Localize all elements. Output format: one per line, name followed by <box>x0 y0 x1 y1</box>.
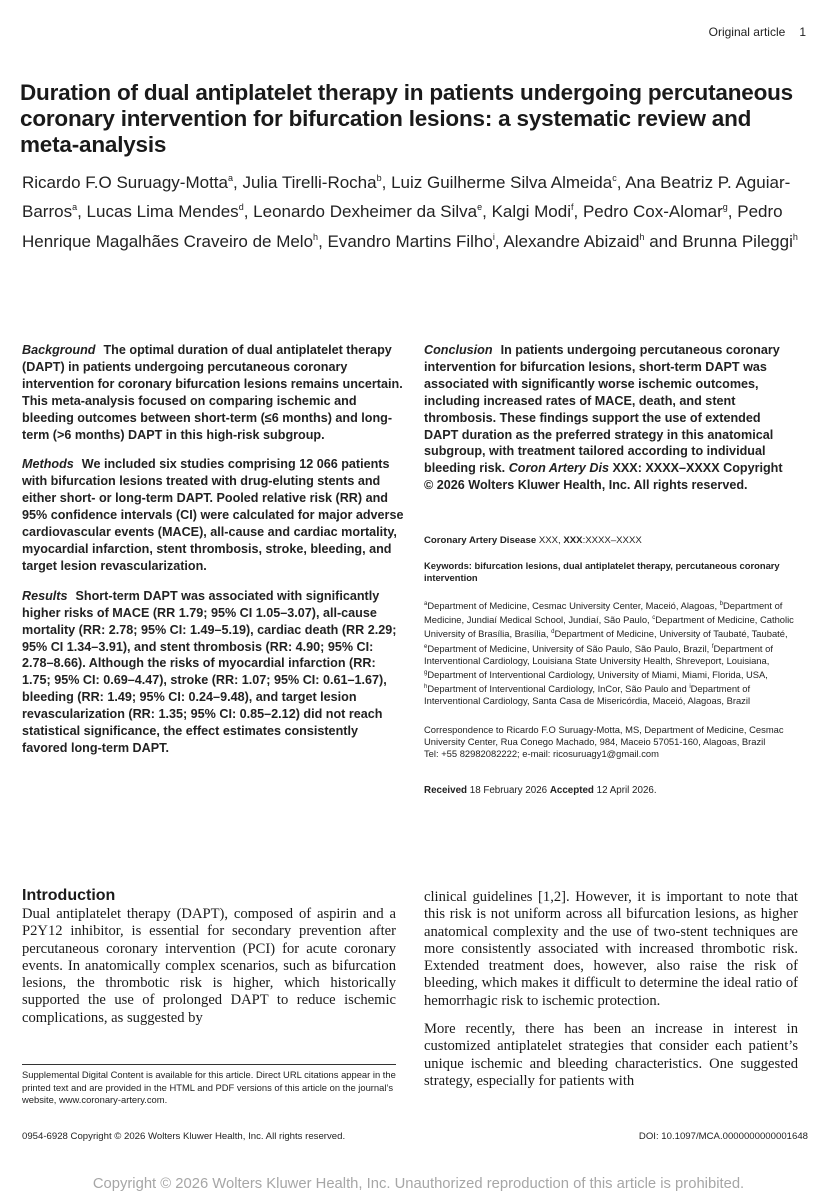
introduction-paragraph: Dual antiplatelet therapy (DAPT), composed of aspirin and a P2Y12 inhibitor, is essential for secondary prevention after percutaneous coronary intervention (PCI) for acute coronary events. In anatomically complex scenarios, such as bifurcation lesions, the thrombotic risk is higher, which historically supported the use of prolonged DAPT to reduce ischemic complications, as suggested by <box>22 906 396 1026</box>
affiliation-text: Department of Medicine, Jundiaí Medical School, Jundiaí, São Paulo, <box>424 600 783 626</box>
author <box>87 202 254 221</box>
affiliation-mark: b <box>719 601 723 607</box>
author-separator: , <box>482 202 492 222</box>
conclusion-heading: Conclusion <box>424 343 493 357</box>
author-affiliation-mark: h <box>313 231 319 242</box>
author-affiliation-mark: b <box>376 173 382 183</box>
affiliation-mark: f <box>711 643 714 650</box>
introduction-paragraph: clinical guidelines [1,2]. However, it is important to note that this risk is not uniform across all bifurcation lesions, as higher anatomical complexity and the use of two-stent techniques are more consistently associated with increased thrombotic risk. Extended treatment does, however, also raise the risk of bleeding, which makes it difficult to determine the ideal ratio of hemorrhagic risk to ischemic protection. <box>424 889 798 1009</box>
affiliation-mark: a <box>424 601 428 607</box>
journal-pages: :XXXX–XXXX <box>582 535 642 546</box>
author <box>492 202 583 221</box>
author <box>22 173 242 192</box>
received-accepted <box>424 785 794 797</box>
introduction-heading: Introduction <box>22 887 116 904</box>
author-separator: and <box>644 231 683 251</box>
author-affiliation-mark: f <box>570 202 574 213</box>
introduction-right-column <box>424 889 798 1101</box>
author-name: Kalgi Modi <box>491 202 571 222</box>
author-affiliation-mark: d <box>238 202 244 213</box>
affiliation-text: Department of Interventional Cardiology, University of Miami, Miami, Florida, USA, <box>427 669 768 681</box>
author-name: Ricardo F.O Suruagy-Motta <box>22 173 228 192</box>
author-separator: , <box>232 173 243 192</box>
abstract-background <box>22 342 405 443</box>
affiliation-mark: d <box>551 629 555 636</box>
author-separator: , <box>381 173 392 192</box>
abstract-left-column <box>22 342 405 770</box>
author-name: Lucas Lima Mendes <box>86 202 239 222</box>
author <box>583 202 737 221</box>
author-separator: , <box>243 202 254 222</box>
author-list <box>22 166 822 254</box>
journal-issue: XXX, <box>536 535 564 546</box>
author-name: Ana Beatriz P. Aguiar-Barros <box>22 173 791 222</box>
copyright-watermark: Copyright © 2026 Wolters Kluwer Health, Inc. Unauthorized reproduction of this article is prohibited. <box>92 1176 745 1192</box>
citation-rest: XXX: XXXX–XXXX Copyright © 2026 Wolters Kluwer Health, Inc. All rights reserved. <box>424 461 783 493</box>
abstract-results <box>22 588 405 757</box>
footnote-divider <box>22 1064 396 1065</box>
methods-heading: Methods <box>22 457 74 472</box>
author-separator: , <box>77 202 87 222</box>
affiliation-text: Department of Interventional Cardiology, InCor, São Paulo and <box>427 683 690 695</box>
journal-name: Coronary Artery Disease <box>424 535 537 546</box>
footer-doi: DOI: 10.1097/MCA.0000000000001648 <box>638 1131 808 1142</box>
section-label: Original article <box>708 25 786 39</box>
author-affiliation-mark: h <box>639 231 645 242</box>
keywords <box>424 560 794 584</box>
author-name: Evandro Martins Filho <box>327 231 493 251</box>
supplemental-note: Supplemental Digital Content is available for this article. Direct URL citations appear in the printed text and are provided in the HTML and PDF versions of this article on the journal’s website, www.coronary-artery.com. <box>22 1069 396 1106</box>
author-separator: , <box>616 173 626 192</box>
author-name: Pedro Henrique Magalhães Craveiro de Melo <box>22 202 783 251</box>
citation-journal: Coron Artery Dis <box>508 461 609 476</box>
affiliations <box>424 598 796 708</box>
received-label: Received <box>424 785 468 796</box>
accepted-label: Accepted <box>549 785 594 796</box>
author <box>242 173 391 192</box>
affiliation-text: Department of Medicine, Cesmac University Center, Maceió, Alagoas, <box>427 600 720 611</box>
page-number: 1 <box>799 25 806 39</box>
author-affiliation-mark: g <box>722 202 728 213</box>
affiliation-text: Department of Interventional Cardiology, Santa Casa de Misericórdia, Maceió, Alagoas, Brazil <box>424 683 751 707</box>
received-date: 18 February 2026 <box>467 785 550 796</box>
author-affiliation-mark: e <box>477 202 483 213</box>
affiliation-text: Department of Medicine, University of São Paulo, São Paulo, Brazil, <box>427 642 712 654</box>
author <box>503 232 682 251</box>
running-head <box>709 25 806 39</box>
journal-line <box>424 535 642 547</box>
author-name: Leonardo Dexheimer da Silva <box>253 202 478 222</box>
introduction-left-column <box>22 906 396 1038</box>
results-text: Short-term DAPT was associated with significantly higher risks of MACE (RR 1.79; 95% CI 1.05–3.07), all-cause mortality (RR: 2.78; 95% CI: 1.49–5.19), cardiac death (RR 2.29; 95% CI 1.34–3.91), and stent thrombosis (RR: 4.90; 95% CI: 2.78–8.66). Although the risks of myocardial infarction (RR: 1.75; 95% CI: 0.69–4.47), stroke (RR: 1.07; 95% CI: 0.61–1.67), bleeding (RR: 1.49; 95% CI: 0.24–9.48), and target lesion revascularization (RR: 1.35; 95% CI: 0.85–2.12) did not reach statistical significance, the effect estimates consistently favored long-term DAPT. <box>22 588 397 755</box>
author-affiliation-mark: a <box>72 202 78 213</box>
keywords-label: Keywords: <box>424 560 472 571</box>
author <box>682 232 798 251</box>
author-separator: , <box>494 231 504 251</box>
author-name: Brunna Pileggi <box>682 231 793 251</box>
abstract-right-column <box>424 342 792 507</box>
affiliation-mark: e <box>424 643 428 650</box>
author <box>328 232 504 251</box>
author <box>391 173 625 192</box>
author-name: Luiz Guilherme Silva Almeida <box>391 173 613 192</box>
footer-copyright: 0954-6928 Copyright © 2026 Wolters Kluwer Health, Inc. All rights reserved. <box>22 1131 346 1142</box>
correspondence-contact: Tel: +55 82982082222; e-mail: ricosuruagy1@gmail.com <box>424 748 659 760</box>
methods-text: We included six studies comprising 12 066 patients with bifurcation lesions treated with drug-eluting stents and either short- or long-term DAPT. Pooled relative risk (RR) and 95% confidence intervals (CI) were calculated for major adverse cardiovascular events (MACE), all-cause and cardiac mortality, myocardial infarction, stent thrombosis, stroke, bleeding, and target lesion revascularization. <box>22 457 404 573</box>
accepted-date: 12 April 2026. <box>593 785 657 796</box>
introduction-paragraph: More recently, there has been an increase in interest in customized antiplatelet strategies that consider each patient’s unique ischemic and bleeding characteristics. One suggested strategy, especially for patients with <box>424 1021 798 1089</box>
affiliation-text: Department of Medicine, University of Taubaté, Taubaté, <box>554 628 788 640</box>
journal-volume: XXX <box>563 535 583 546</box>
affiliation-mark: h <box>424 684 428 691</box>
author-separator: , <box>573 202 583 222</box>
affiliation-mark: g <box>424 670 428 677</box>
conclusion-text: In patients undergoing percutaneous coronary intervention for bifurcation lesions, short-term DAPT was associated with significantly worse ischemic outcomes, including increased rates of MACE, death, and stent thrombosis. These findings support the use of extended DAPT duration as the preferred strategy in this anatomical subgroup, with treatment tailored according to individual bleeding risk. <box>424 343 780 476</box>
keywords-text: bifurcation lesions, dual antiplatelet therapy, percutaneous coronary intervention <box>424 560 780 584</box>
author-affiliation-mark: h <box>792 231 798 242</box>
affiliation-mark: i <box>689 684 691 691</box>
author-separator: , <box>727 202 738 222</box>
author-name: Pedro Cox-Alomar <box>582 202 723 222</box>
author-name: Julia Tirelli-Rocha <box>242 173 377 192</box>
author-name: Alexandre Abizaid <box>503 231 640 251</box>
correspondence <box>424 724 794 761</box>
article-title: Duration of dual antiplatelet therapy in patients undergoing percutaneous coronary intervention for bifurcation lesions: a systematic review and meta-analysis <box>20 80 793 157</box>
affiliation-mark: c <box>652 615 656 622</box>
author-affiliation-mark: a <box>227 173 233 183</box>
abstract-methods <box>22 456 405 574</box>
background-heading: Background <box>22 343 96 357</box>
background-text: The optimal duration of dual antiplatelet therapy (DAPT) in patients undergoing percutaneous coronary intervention for coronary bifurcation lesions remains uncertain. This meta-analysis focused on comparing ischemic and bleeding outcomes between short-term (≤6 months) and long-term (>6 months) DAPT in this high-risk subgroup. <box>22 343 403 442</box>
results-heading: Results <box>22 588 68 603</box>
affiliation-text: Department of Medicine, Catholic University of Brasília, Brasília, <box>424 614 794 640</box>
author-affiliation-mark: c <box>612 173 617 183</box>
author-separator: , <box>318 231 328 251</box>
author <box>253 202 491 221</box>
abstract-conclusion <box>424 342 792 494</box>
author-affiliation-mark: i <box>492 231 495 242</box>
affiliation-text: Department of Interventional Cardiology, Louisiana State University Health, Shreveport, Louisiana, <box>424 642 773 666</box>
correspondence-address: Correspondence to Ricardo F.O Suruagy-Motta, MS, Department of Medicine, Cesmac University Center, Rua Conego Machado, 984, Maceio 57051-160, Alagoas, Brazil <box>424 724 784 748</box>
